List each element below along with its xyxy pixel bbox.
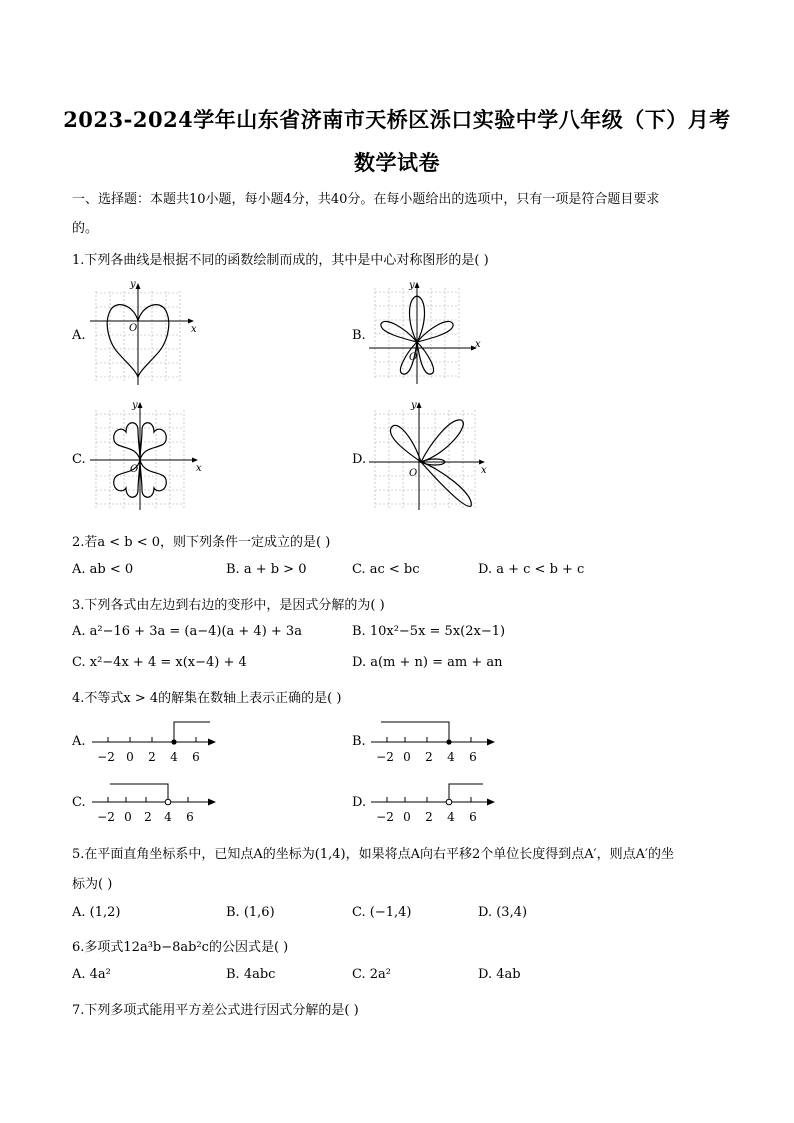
q2-option-b: B. a + b > 0 xyxy=(226,562,307,577)
q1c-origin: O xyxy=(130,464,139,475)
q1a-origin: O xyxy=(129,323,138,334)
q1-option-b-label: B. xyxy=(352,328,366,343)
q4-numberline-d xyxy=(367,772,501,828)
q2-option-d: D. a + c < b + c xyxy=(478,562,585,577)
q4-option-c-label: C. xyxy=(72,795,86,810)
q2-option-a: A. ab < 0 xyxy=(72,562,134,577)
q1-graph-b xyxy=(367,280,485,388)
q4a-tick-0: 0 xyxy=(126,750,134,764)
exam-subtitle: 数学试卷 xyxy=(354,150,440,175)
q4d-tick-neg2: −2 xyxy=(376,810,394,824)
question-7-stem: 7.下列多项式能用平方差公式进行因式分解的是( ) xyxy=(72,1003,359,1018)
q4a-tick-neg2: −2 xyxy=(97,750,115,764)
q4b-tick-0: 0 xyxy=(403,750,411,764)
q1b-axis-x: x xyxy=(475,339,481,350)
q4-numberline-c xyxy=(88,772,222,828)
question-6-stem: 6.多项式12a³b−8ab²c的公因式是( ) xyxy=(72,940,289,955)
exam-title: 2023-2024学年山东省济南市天桥区泺口实验中学八年级（下）月考 xyxy=(63,107,731,132)
q4d-tick-4: 4 xyxy=(447,810,455,824)
q4c-tick-2: 2 xyxy=(144,810,152,824)
q4b-tick-2: 2 xyxy=(425,750,433,764)
q3-option-b: B. 10x²−5x = 5x(2x−1) xyxy=(352,624,506,639)
q4c-tick-6: 6 xyxy=(186,810,194,824)
q1a-axis-y: y xyxy=(130,279,136,290)
q4a-tick-4: 4 xyxy=(170,750,178,764)
q1-graph-d xyxy=(367,398,491,512)
question-1-stem: 1.下列各曲线是根据不同的函数绘制而成的，其中是中心对称图形的是( ) xyxy=(72,253,489,268)
q1-option-d-label: D. xyxy=(352,452,367,467)
q1d-axis-y: y xyxy=(411,400,417,411)
question-5-stem: 5.在平面直角坐标系中，已知点A的坐标为(1,4)，如果将点A向右平移2个单位长度得到点A′，则点A′的坐 xyxy=(72,847,674,862)
q4-numberline-a xyxy=(88,712,222,768)
q4a-tick-6: 6 xyxy=(192,750,200,764)
q5-option-d: D. (3,4) xyxy=(478,905,528,920)
q4d-tick-2: 2 xyxy=(425,810,433,824)
q5-option-a: A. (1,2) xyxy=(72,905,121,920)
q4b-tick-neg2: −2 xyxy=(376,750,394,764)
section-instructions: 一、选择题：本题共10小题，每小题4分，共40分。在每小题给出的选项中，只有一项是符合题目要求 xyxy=(72,192,660,207)
q4b-tick-6: 6 xyxy=(469,750,477,764)
q1d-axis-x: x xyxy=(481,465,487,476)
question-3-stem: 3.下列各式由左边到右边的变形中，是因式分解的为( ) xyxy=(72,598,385,613)
q1-option-c-label: C. xyxy=(72,452,86,467)
q4-numberline-b xyxy=(367,712,501,768)
q1-graph-a xyxy=(86,277,202,389)
q5-option-b: B. (1,6) xyxy=(226,905,275,920)
q6-option-b: B. 4abc xyxy=(226,967,276,982)
q3-option-a: A. a²−16 + 3a = (a−4)(a + 4) + 3a xyxy=(72,624,302,639)
q4c-tick-neg2: −2 xyxy=(97,810,115,824)
q1c-axis-y: y xyxy=(132,400,138,411)
q3-option-d: D. a(m + n) = am + an xyxy=(352,655,503,670)
q3-option-c: C. x²−4x + 4 = x(x−4) + 4 xyxy=(72,655,247,670)
q1-graph-c xyxy=(86,398,206,512)
q4c-tick-4: 4 xyxy=(164,810,172,824)
q4b-tick-4: 4 xyxy=(447,750,455,764)
q6-option-c: C. 2a² xyxy=(352,967,391,982)
q1d-origin: O xyxy=(409,468,418,479)
q1b-origin: O xyxy=(409,352,418,363)
question-2-stem: 2.若a < b < 0，则下列条件一定成立的是( ) xyxy=(72,535,331,550)
q4-option-d-label: D. xyxy=(352,795,367,810)
q6-option-a: A. 4a² xyxy=(72,967,111,982)
q4-option-a-label: A. xyxy=(72,734,86,749)
q5-option-c: C. (−1,4) xyxy=(352,905,412,920)
q1-option-a-label: A. xyxy=(72,328,86,343)
q4d-tick-0: 0 xyxy=(403,810,411,824)
q4c-tick-0: 0 xyxy=(124,810,132,824)
q2-option-c: C. ac < bc xyxy=(352,562,420,577)
question-4-stem: 4.不等式x > 4的解集在数轴上表示正确的是( ) xyxy=(72,691,342,706)
q1c-axis-x: x xyxy=(196,463,202,474)
q6-option-d: D. 4ab xyxy=(478,967,521,982)
q4a-tick-2: 2 xyxy=(148,750,156,764)
section-instructions-cont: 的。 xyxy=(72,221,99,236)
q1a-axis-x: x xyxy=(191,324,197,335)
question-5-stem-cont: 标为( ) xyxy=(72,877,113,892)
q4d-tick-6: 6 xyxy=(469,810,477,824)
q4-option-b-label: B. xyxy=(352,734,366,749)
q1b-axis-y: y xyxy=(409,280,415,291)
